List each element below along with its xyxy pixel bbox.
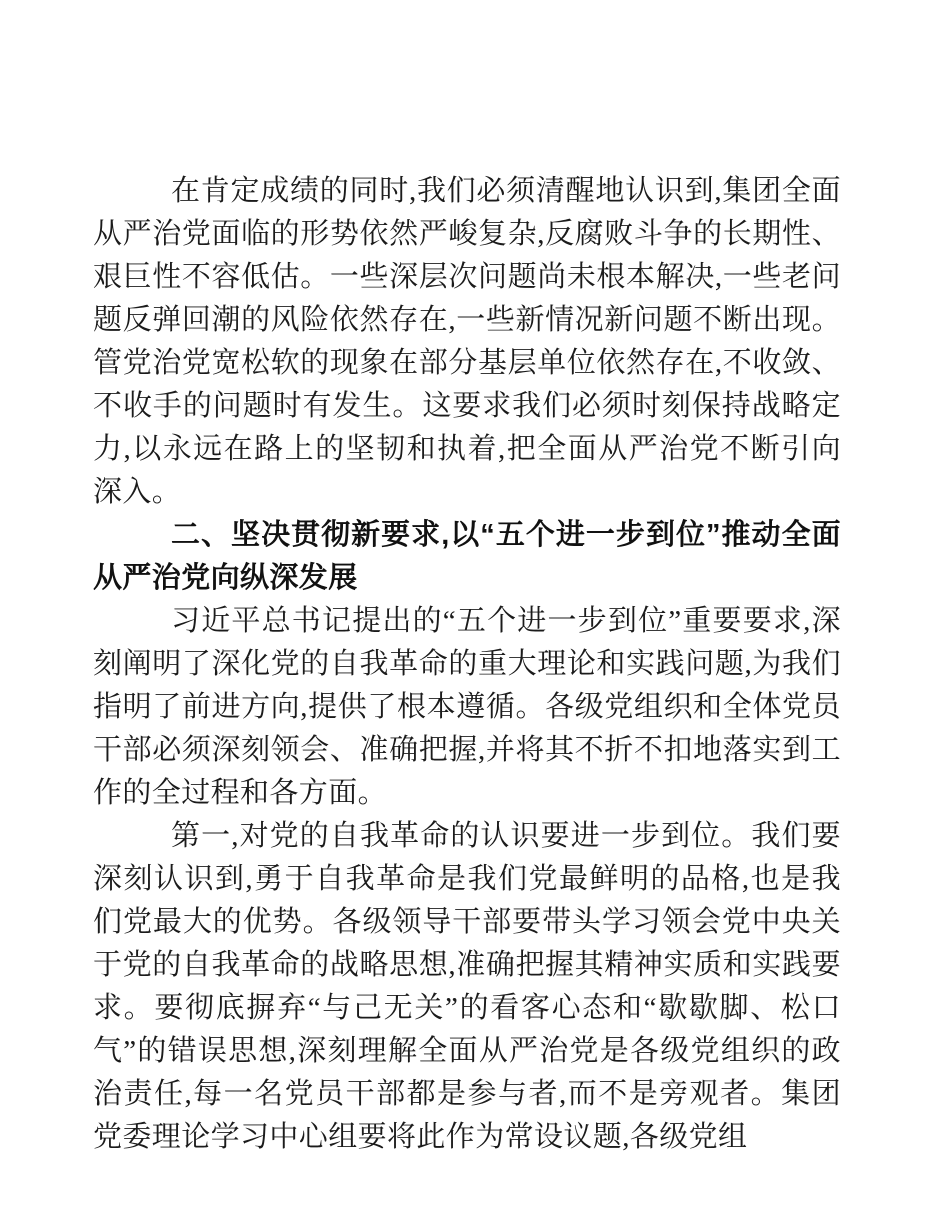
document-content bbox=[93, 170, 841, 1159]
paragraph-assessment: 在肯定成绩的同时,我们必须清醒地认识到,集团全面从严治党面临的形势依然严峻复杂,反腐败斗争的长期性、艰巨性不容低估。一些深层次问题尚未根本解决,一些老问题反弹回潮的风险依然存在,一些新情况新问题不断出现。管党治党宽松软的现象在部分基层单位依然存在,不收敛、不收手的问题时有发生。这要求我们必须时刻保持战略定力,以永远在路上的坚韧和执着,把全面从严治党不断引向深入。 bbox=[93, 175, 841, 508]
paragraph-requirements-intro: 习近平总书记提出的“五个进一步到位”重要要求,深刻阐明了深化党的自我革命的重大理论和实践问题,为我们指明了前进方向,提供了根本遵循。各级党组织和全体党员干部必须深刻领会、准确把握,并将其不折不扣地落实到工作的全过程和各方面。 bbox=[93, 605, 841, 809]
section-heading: 二、坚决贯彻新要求,以“五个进一步到位”推动全面从严治党向纵深发展 bbox=[93, 519, 841, 594]
paragraph-first-point: 第一,对党的自我革命的认识要进一步到位。我们要深刻认识到,勇于自我革命是我们党最鲜明的品格,也是我们党最大的优势。各级领导干部要带头学习领会党中央关于党的自我革命的战略思想,准确把握其精神实质和实践要求。要彻底摒弃“与己无关”的看客心态和“歇歇脚、松口气”的错误思想,深刻理解全面从严治党是各级党组织的政治责任,每一名党员干部都是参与者,而不是旁观者。集团党委理论学习中心组要将此作为常设议题,各级党组 bbox=[93, 820, 841, 1153]
